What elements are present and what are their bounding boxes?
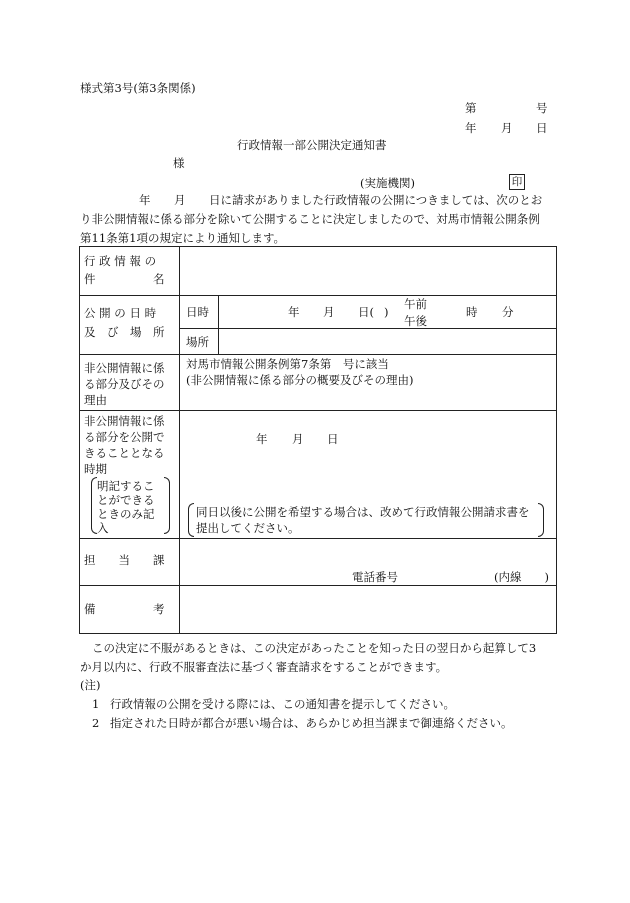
datetime-month: 月 <box>323 305 335 319</box>
number-go: 号 <box>536 101 548 115</box>
note-bracket-right <box>164 477 170 534</box>
row4-note-d: 入 <box>97 521 109 535</box>
row3-label-c: 理由 <box>84 393 107 407</box>
datetime-paren-close: ) <box>384 305 389 319</box>
issuer-label: (実施機関) <box>360 176 415 190</box>
row4-notice-a: 同日以後に公開を希望する場合は、改めて行政情報公開請求書を <box>196 505 530 519</box>
note-1-text: 行政情報の公開を受ける際には、この通知書を提示してください。 <box>110 697 455 711</box>
row6-label: 備 考 <box>84 602 165 616</box>
intro-line-2: り非公開情報に係る部分を除いて公開することに決定しましたので、対馬市情報公開条例 <box>80 212 540 226</box>
row4-label-d: 時期 <box>84 462 107 476</box>
row3-value-b: (非公開情報に係る部分の概要及びその理由) <box>186 373 414 387</box>
intro-year: 年 <box>139 193 151 207</box>
row4-label-c: きることとなる <box>84 446 165 460</box>
row2-label-b: 及 び 場 所 <box>84 325 165 339</box>
row4-note-b: とができる <box>97 493 155 507</box>
place-label: 場所 <box>186 335 209 349</box>
datetime-minute: 分 <box>502 305 514 319</box>
datetime-day: 日( <box>358 305 374 319</box>
date-month: 月 <box>501 121 513 135</box>
number-dai: 第 <box>465 101 477 115</box>
row4-note-a: 明記するこ <box>97 479 155 493</box>
phone-label: 電話番号 <box>352 570 398 584</box>
note-2-number: 2 <box>92 716 100 730</box>
appeal-line-1: この決定に不服があるときは、この決定があったことを知った日の翌日から起算して3 <box>92 641 537 655</box>
note-2-text: 指定された日時が都合が悪い場合は、あらかじめ担当課まで御連絡ください。 <box>110 716 513 730</box>
date-year: 年 <box>465 121 477 135</box>
seal-mark: 印 <box>509 174 525 190</box>
extension-label: (内線 ) <box>494 570 549 584</box>
date-day: 日 <box>536 121 548 135</box>
row4-year: 年 <box>256 432 268 446</box>
row1-label-b: 件 名 <box>84 272 165 286</box>
note-1-number: 1 <box>92 697 100 711</box>
row3-label-b: る部分及びその <box>84 377 165 391</box>
datetime-year: 年 <box>288 305 300 319</box>
row4-month: 月 <box>292 432 304 446</box>
row1-label-a: 行 政 情 報 の <box>84 254 157 268</box>
row4-label-b: る部分を公開で <box>84 430 165 444</box>
row5-label: 担 当 課 <box>84 553 165 567</box>
row3-value-a: 対馬市情報公開条例第7条第 号に該当 <box>186 357 389 371</box>
notice-bracket-left <box>188 503 194 537</box>
datetime-am: 午前 <box>404 297 427 311</box>
row4-label-a: 非公開情報に係 <box>84 414 165 428</box>
notice-bracket-right <box>538 503 544 537</box>
appeal-line-2: か月以内に、行政不服審査法に基づく審査請求をすることができます。 <box>80 660 448 674</box>
row4-notice-b: 提出してください。 <box>196 521 300 535</box>
row4-day: 日 <box>327 432 339 446</box>
notes-title: (注) <box>80 678 101 692</box>
row2-label-a: 公 開 の 日 時 <box>84 306 157 320</box>
row3-label-a: 非公開情報に係 <box>84 361 165 375</box>
addressee: 様 <box>173 156 185 170</box>
page-title: 行政情報一部公開決定通知書 <box>237 138 387 152</box>
datetime-hour: 時 <box>466 305 478 319</box>
intro-line-3: 第11条第1項の規定により通知します。 <box>80 231 286 245</box>
datetime-label: 日時 <box>186 305 209 319</box>
intro-line-1: 日に請求がありました行政情報の公開につきましては、次のとお <box>209 193 543 207</box>
row4-note-c: ときのみ記 <box>97 507 155 521</box>
datetime-pm: 午後 <box>404 314 427 328</box>
form-number: 様式第3号(第3条関係) <box>80 81 196 95</box>
intro-month: 月 <box>174 193 186 207</box>
